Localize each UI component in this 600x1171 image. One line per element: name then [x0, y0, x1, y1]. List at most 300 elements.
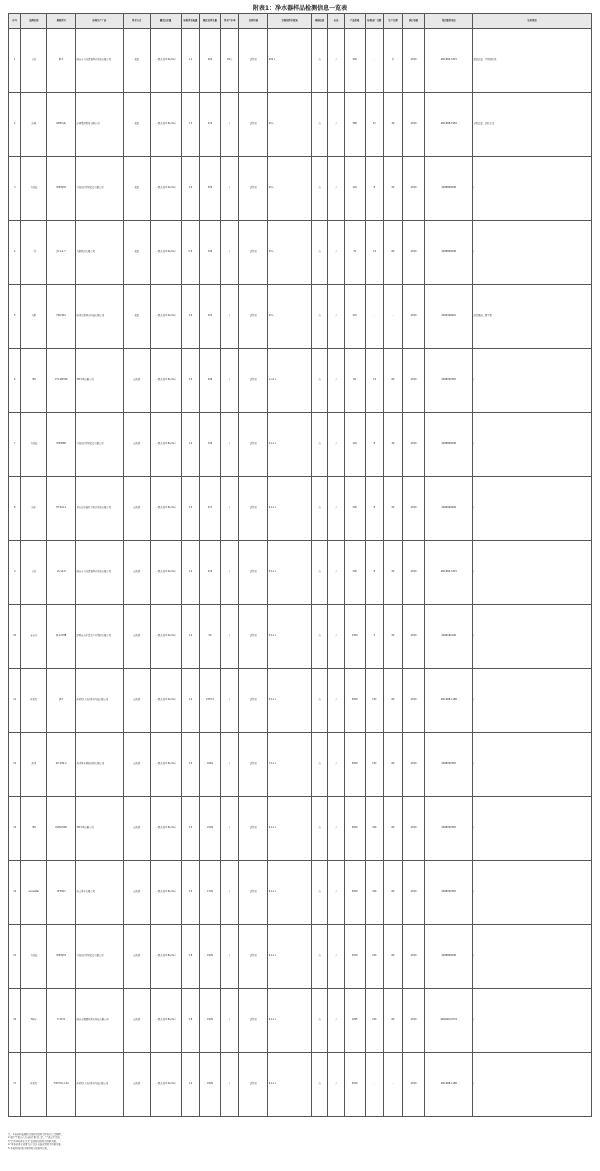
table-cell: 20: [384, 477, 403, 541]
table-cell: 1799: [200, 861, 221, 925]
table-cell: 45 L: [268, 93, 311, 157]
table-cell: 2199: [200, 797, 221, 861]
table-cell: 2-11 L: [268, 413, 311, 477]
table-cell: 9: [9, 541, 21, 605]
table-cell: 有: [311, 605, 328, 669]
table-cell: 1.8: [181, 925, 200, 989]
table-cell: /: [220, 669, 239, 733]
table-row: [9, 477, 592, 541]
table-cell: 一级水效/1.5L/min: [150, 477, 181, 541]
table-cell: 7-11 L: [268, 733, 311, 797]
table-cell: /: [328, 221, 345, 285]
table-cell: 活性炭: [239, 797, 268, 861]
table-cell: 有: [311, 541, 328, 605]
column-header: 序号: [9, 14, 21, 29]
table-row: [9, 1053, 592, 1117]
table-cell: 11: [9, 669, 21, 733]
table-cell: 344: [365, 797, 384, 861]
table-cell: 一级水效/1.8L/min: [150, 989, 181, 1053]
table-cell: 400: [344, 29, 365, 93]
table-cell: /: [472, 797, 591, 861]
table-cell: 有: [311, 93, 328, 157]
table-row: [9, 605, 592, 669]
table-cell: 1999: [200, 925, 221, 989]
table-cell: WP3880: [47, 413, 76, 477]
table-cell: 1535.2: [200, 669, 221, 733]
table-cell: /: [472, 157, 591, 221]
table-cell: 美的: [21, 541, 47, 605]
table-cell: 活性炭: [239, 1053, 268, 1117]
table-cell: 活性炭: [239, 285, 268, 349]
table-cell: ecowater: [21, 861, 47, 925]
table-cell: 13: [9, 797, 21, 861]
table-cell: 2019: [402, 669, 425, 733]
table-cell: 有: [311, 669, 328, 733]
column-header: 认证: [328, 14, 345, 29]
table-cell: /: [328, 413, 345, 477]
table-cell: 浩泽: [21, 733, 47, 797]
table-cell: 否: [384, 29, 403, 93]
table-cell: 1.3: [181, 93, 200, 157]
table-cell: 安吉尔: [21, 605, 47, 669]
table-cell: 4008800008: [425, 925, 473, 989]
table-cell: 有: [311, 285, 328, 349]
table-cell: 12: [365, 93, 384, 157]
table-cell: 499: [200, 349, 221, 413]
table-cell: 活性炭: [239, 413, 268, 477]
column-header: 宣称的净水效果: [268, 14, 311, 29]
table-cell: 2019: [402, 541, 425, 605]
table-cell: 1.5: [181, 733, 200, 797]
table-cell: 有: [311, 925, 328, 989]
table-cell: /: [328, 861, 345, 925]
table-cell: 沁园集团股份有限公司: [76, 93, 124, 157]
table-row: [9, 93, 592, 157]
table-cell: 有: [311, 733, 328, 797]
table-cell: 飞利浦: [21, 413, 47, 477]
table-cell: 80: [384, 221, 403, 285]
table-cell: 活性炭: [239, 541, 268, 605]
table-cell: 30: [384, 93, 403, 157]
table-cell: 400 L: [268, 29, 311, 93]
table-cell: /: [220, 861, 239, 925]
table-cell: JK-7: [47, 669, 76, 733]
table-cell: 1.0: [181, 157, 200, 221]
table-cell: 4008800008: [425, 157, 473, 221]
table-cell: 1.5: [181, 349, 200, 413]
table-cell: 飞利浦(中国)投资有限公司: [76, 925, 124, 989]
table-cell: 345: [200, 221, 221, 285]
table-cell: /: [328, 797, 345, 861]
table-cell: 17: [9, 1053, 21, 1117]
table-cell: 一级水效/1.2L/min: [150, 605, 181, 669]
table-cell: 佛山市顺德区净水科技有限公司: [76, 989, 124, 1053]
table-cell: /: [472, 541, 591, 605]
table-cell: 美的: [21, 29, 47, 93]
column-header: 宣传用语: [472, 14, 591, 29]
table-cell: /: [328, 541, 345, 605]
table-cell: 5-11 L: [268, 669, 311, 733]
table-cell: 35 L: [268, 221, 311, 285]
table-cell: 一级水效/1.8L/min: [150, 925, 181, 989]
table-cell: /: [472, 989, 591, 1053]
table-cell: 2019: [402, 1053, 425, 1117]
table-cell: 2019: [402, 861, 425, 925]
table-cell: /: [472, 925, 591, 989]
table-cell: 16: [9, 989, 21, 1053]
table-cell: 深圳安吉尔饮水产业集团有限公司: [76, 605, 124, 669]
table-cell: 2019: [402, 349, 425, 413]
footnote-line: 注：1.标称值依据样品铭牌或说明书所标注信息整理。: [8, 1133, 64, 1136]
table-cell: 1300: [344, 605, 365, 669]
table-cell: 4008200365: [425, 733, 473, 797]
table-cell: 九阳: [21, 285, 47, 349]
table-cell: 80: [384, 669, 403, 733]
column-header: 额定出水量: [150, 14, 181, 29]
table-cell: 一级水效/1.2L/min: [150, 1053, 181, 1117]
table-cell: 324: [200, 285, 221, 349]
table-cell: 一级水效/1.5L/min: [150, 349, 181, 413]
table-cell: P-1131: [47, 989, 76, 1053]
table-cell: 有: [311, 349, 328, 413]
table-cell: 反渗透: [123, 349, 150, 413]
table-cell: T/N FCK-1-3A: [47, 1053, 76, 1117]
column-header: 产品价格: [344, 14, 365, 29]
table-cell: 6-11 L: [268, 989, 311, 1053]
table-cell: 6-11 L: [268, 925, 311, 989]
table-cell: 20: [384, 157, 403, 221]
table-cell: 30: [384, 413, 403, 477]
table-cell: /: [220, 221, 239, 285]
table-cell: 浩泽净水国际控股有限公司: [76, 733, 124, 797]
table-cell: 4008800008: [425, 413, 473, 477]
table-cell: /: [472, 1053, 591, 1117]
table-cell: -: [365, 285, 384, 349]
table-cell: /: [328, 989, 345, 1053]
table-cell: 飞利浦: [21, 925, 47, 989]
table-cell: 2019: [402, 413, 425, 477]
table-cell: 4006300601: [425, 285, 473, 349]
table-cell: 2019: [402, 989, 425, 1053]
table-cell: 70: [344, 221, 365, 285]
table-cell: 反渗透: [123, 797, 150, 861]
table-cell: 活性炭: [239, 861, 268, 925]
table-row: [9, 861, 592, 925]
table-cell: /: [220, 541, 239, 605]
table-cell: 3M中国有限公司: [76, 349, 124, 413]
table-cell: 活性炭: [239, 93, 268, 157]
table-header-row: [9, 14, 592, 29]
column-header: 售后服务电话: [425, 14, 473, 29]
table-cell: 6-11 L: [268, 477, 311, 541]
table-cell: /: [220, 93, 239, 157]
table-cell: 120: [344, 157, 365, 221]
table-cell: 1.5: [181, 861, 200, 925]
table-row: [9, 349, 592, 413]
table-cell: /: [328, 733, 345, 797]
table-row: [9, 669, 592, 733]
table-row: [9, 733, 592, 797]
table-cell: 1.8: [181, 989, 200, 1053]
table-cell: 2019: [402, 925, 425, 989]
table-cell: 2019: [402, 605, 425, 669]
table-cell: 2019: [402, 93, 425, 157]
table-cell: 217: [200, 477, 221, 541]
table-cell: 120: [344, 413, 365, 477]
table-cell: 反渗透: [123, 541, 150, 605]
table-row: [9, 797, 592, 861]
table-cell: /: [220, 1053, 239, 1117]
column-header: 品牌名称: [21, 14, 47, 29]
table-cell: 2250: [344, 925, 365, 989]
table-cell: /: [220, 989, 239, 1053]
table-cell: 有: [311, 221, 328, 285]
table-cell: 活性炭: [239, 349, 268, 413]
table-cell: /: [328, 93, 345, 157]
table-cell: 224: [365, 989, 384, 1053]
table-cell: 3M: [21, 797, 47, 861]
table-cell: 7.2: [365, 349, 384, 413]
table-cell: 有: [311, 157, 328, 221]
table-cell: 8: [9, 477, 21, 541]
table-cell: 5-11 L: [268, 541, 311, 605]
table-cell: 1.2: [181, 605, 200, 669]
table-cell: /: [472, 221, 591, 285]
table-cell: WP50(4): [47, 93, 76, 157]
table-cell: 4000: [344, 797, 365, 861]
table-cell: 400-888-1958: [425, 93, 473, 157]
table-cell: 有: [311, 797, 328, 861]
table-cell: /: [220, 349, 239, 413]
table-cell: 一级水效/1.5L/min: [150, 93, 181, 157]
table-cell: 怡口净水有限公司: [76, 861, 124, 925]
table-cell: 200: [344, 477, 365, 541]
table-cell: 1.1: [181, 29, 200, 93]
table-row: [9, 285, 592, 349]
column-header: 额定总净水量: [200, 14, 221, 29]
table-cell: 4000000-0701: [425, 989, 473, 1053]
table-cell: 8: [365, 413, 384, 477]
table-cell: 1.2: [181, 669, 200, 733]
table-cell: 4008200365: [425, 797, 473, 861]
table-cell: 6-11 L: [268, 797, 311, 861]
table-row: [9, 925, 592, 989]
column-header: 标称生产厂家: [76, 14, 124, 29]
table-cell: 29元: [220, 29, 239, 93]
table-cell: 400-889-3315: [425, 541, 473, 605]
table-cell: 8: [365, 541, 384, 605]
table-row: [9, 413, 592, 477]
table-cell: 活性炭: [239, 733, 268, 797]
table-cell: 反渗透: [123, 605, 150, 669]
table-cell: 80: [384, 925, 403, 989]
table-cell: 80: [384, 733, 403, 797]
table-cell: 反渗透: [123, 1053, 150, 1117]
table-cell: 400-688-1188: [425, 669, 473, 733]
table-cell: DWS2500: [47, 797, 76, 861]
table-cell: 一级水效/1.5L/min: [150, 861, 181, 925]
table-cell: 5: [9, 285, 21, 349]
table-cell: 佛山市美的清湖净水设备有限公司: [76, 541, 124, 605]
table-cell: 5: [365, 605, 384, 669]
table-cell: 超滤: [123, 157, 150, 221]
table-cell: /: [328, 477, 345, 541]
footnote-line: 4."宣称的净水效果"以产品外包装或说明书所载为准。: [8, 1143, 63, 1147]
table-cell: 80: [384, 349, 403, 413]
table-row: [9, 29, 592, 93]
table-cell: 3: [9, 157, 21, 221]
table-cell: 224: [365, 925, 384, 989]
column-header: 净水产水率: [220, 14, 239, 29]
table-cell: 活性炭: [239, 925, 268, 989]
table-cell: 45 L: [268, 157, 311, 221]
table-cell: SH-180-C: [47, 733, 76, 797]
table-cell: /: [328, 1053, 345, 1117]
table-cell: 2019: [402, 221, 425, 285]
table-cell: 一级水效/1.8L/min: [150, 413, 181, 477]
table-cell: 1265: [344, 989, 365, 1053]
table-cell: 活性炭: [239, 157, 268, 221]
table-cell: 15: [9, 925, 21, 989]
table-cell: 有: [311, 989, 328, 1053]
table-cell: 1.2: [181, 1053, 200, 1117]
table-cell: 有: [311, 29, 328, 93]
table-cell: 0.9: [181, 221, 200, 285]
table-cell: 2019: [402, 477, 425, 541]
table-cell: 佳尼特(上海)净水科技有限公司: [76, 669, 124, 733]
table-cell: /: [472, 733, 591, 797]
table-cell: 有: [311, 477, 328, 541]
table-cell: 210: [344, 285, 365, 349]
table-cell: 6-11 L: [268, 1053, 311, 1117]
footnote-line: 2.表中"/"表示产品未标注相关信息，"-"表示不适用。: [8, 1136, 62, 1140]
table-cell: 1669: [200, 733, 221, 797]
table-cell: /: [220, 477, 239, 541]
table-cell: CTL-M2500: [47, 349, 76, 413]
table-cell: 活性炭: [239, 477, 268, 541]
table-cell: 7: [9, 413, 21, 477]
table-cell: 4008200365: [425, 861, 473, 925]
column-header: 规格型号: [47, 14, 76, 29]
table-cell: 80: [384, 797, 403, 861]
footnotes: [8, 1133, 592, 1150]
table-cell: 活性炭: [239, 29, 268, 93]
table-cell: 海尔: [21, 477, 47, 541]
table-cell: 4006180106: [425, 605, 473, 669]
column-header: 标称净水流量: [181, 14, 200, 29]
table-cell: 5-11 L: [268, 605, 311, 669]
table-cell: 20: [384, 541, 403, 605]
table-cell: 400-688-1188: [425, 1053, 473, 1117]
table-cell: /: [328, 29, 345, 93]
table-cell: 一级水效/1.0L/min: [150, 221, 181, 285]
table-cell: 佳尼特: [21, 669, 47, 733]
table-cell: 三洋: [21, 221, 47, 285]
column-header: 生产日期: [384, 14, 403, 29]
table-cell: 59: [200, 605, 221, 669]
table-cell: 4008200365: [425, 349, 473, 413]
table-cell: 2: [9, 93, 21, 157]
table-cell: 九阳股份有限公司: [76, 221, 124, 285]
table-cell: -: [384, 285, 403, 349]
table-cell: 有: [311, 1053, 328, 1117]
table-cell: JS-1278B: [47, 605, 76, 669]
table-cell: 反渗透: [123, 477, 150, 541]
column-header: 检验结果: [311, 14, 328, 29]
table-cell: 有: [311, 861, 328, 925]
table-cell: 佳尼特(上海)净水科技有限公司: [76, 1053, 124, 1117]
table-cell: C-11 L: [268, 349, 311, 413]
table-cell: 活性炭: [239, 669, 268, 733]
table-cell: /: [328, 349, 345, 413]
table-cell: /: [220, 925, 239, 989]
table-cell: 沁园: [21, 93, 47, 157]
table-cell: 超滤: [123, 285, 150, 349]
table-cell: 超滤过滤，不锈钢外壳: [472, 29, 591, 93]
table-cell: /: [328, 925, 345, 989]
table-cell: 2019: [402, 285, 425, 349]
table-row: [9, 157, 592, 221]
table-cell: 一级水效/1.2L/min: [150, 285, 181, 349]
table-cell: 2019: [402, 797, 425, 861]
table-cell: 活性炭: [239, 605, 268, 669]
column-header: 标称出厂日期: [365, 14, 384, 29]
table-cell: 一级水效/1.2L/min: [150, 541, 181, 605]
table-cell: /: [220, 797, 239, 861]
table-cell: 佳尼特: [21, 1053, 47, 1117]
table-cell: 1.0: [181, 285, 200, 349]
column-header: 执行标准: [402, 14, 425, 29]
table-cell: 超滤: [123, 221, 150, 285]
table-cell: JS-1-2-7: [47, 221, 76, 285]
table-row: [9, 989, 592, 1053]
table-cell: FPA-801: [47, 285, 76, 349]
table-cell: 去除细菌、微生物: [472, 285, 591, 349]
table-cell: 3M: [21, 349, 47, 413]
table-cell: /: [472, 477, 591, 541]
table-cell: 佛山市美的清湖净水设备有限公司: [76, 29, 124, 93]
table-cell: 3000: [344, 669, 365, 733]
table-cell: 334: [200, 413, 221, 477]
table-cell: 4006999999: [425, 477, 473, 541]
table-cell: 80: [384, 989, 403, 1053]
table-cell: HT-101-1: [47, 477, 76, 541]
table-cell: 4: [9, 221, 21, 285]
table-cell: 活性炭: [239, 221, 268, 285]
footnote-line: 3."是否声称净水方式"以铭牌或说明书所载为准。: [8, 1139, 59, 1143]
table-cell: /: [220, 733, 239, 797]
table-cell: 1999: [200, 989, 221, 1053]
table-cell: 12: [9, 733, 21, 797]
table-cell: 4008800008: [425, 221, 473, 285]
footnote-line: 5.本表所列价格为抽样时实际购买价格。: [8, 1146, 50, 1150]
table-cell: 2019: [402, 29, 425, 93]
table-cell: 反渗透: [123, 989, 150, 1053]
table-cell: 有: [311, 413, 328, 477]
table-cell: 400-889-3315: [425, 29, 473, 93]
table-cell: 2019: [402, 157, 425, 221]
table-cell: 1: [9, 29, 21, 93]
table-cell: 1.5: [181, 797, 200, 861]
table-row: [9, 541, 592, 605]
table-row: [9, 221, 592, 285]
table-cell: 超滤: [123, 93, 150, 157]
table-cell: 6-11 L: [268, 861, 311, 925]
table-cell: 3000: [344, 861, 365, 925]
table-cell: 20: [384, 605, 403, 669]
table-cell: /: [328, 605, 345, 669]
table-cell: 杭州九阳净水科技有限公司: [76, 285, 124, 349]
